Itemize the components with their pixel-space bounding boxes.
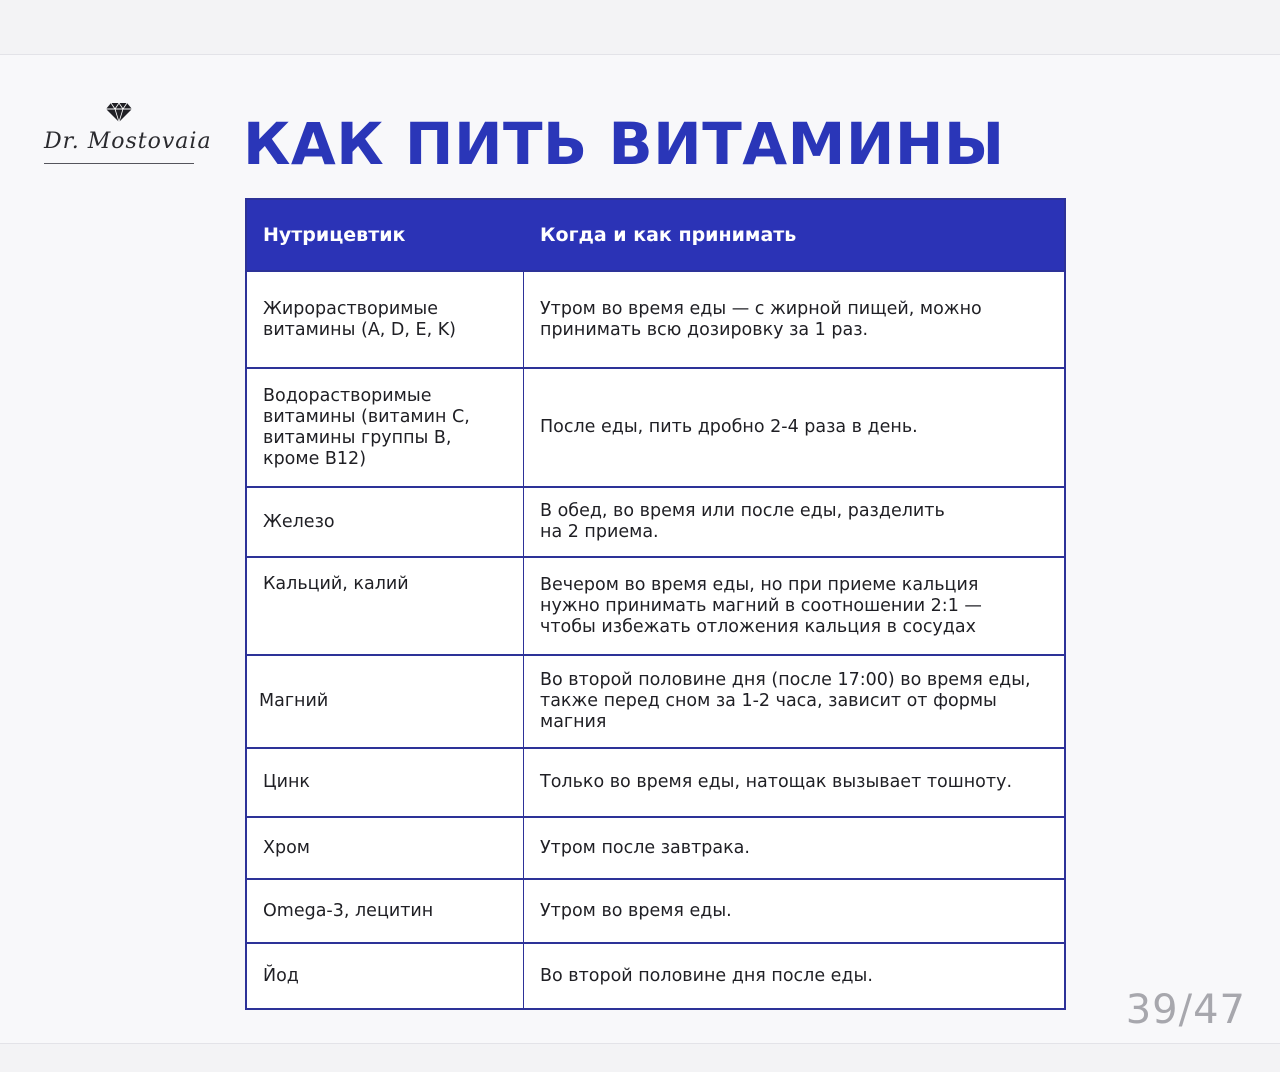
table-row xyxy=(247,556,1064,654)
how-to-take-cell: Утром во время еды — с жирной пищей, можно принимать всю дозировку за 1 раз. xyxy=(540,298,982,340)
header-how: Когда и как принимать xyxy=(540,223,797,246)
how-to-take-cell: Во второй половине дня после еды. xyxy=(540,965,873,986)
page-counter: 39/47 xyxy=(1125,987,1246,1033)
table-row xyxy=(247,270,1064,367)
how-to-take-cell: Утром во время еды. xyxy=(540,900,732,921)
nutrient-cell: Йод xyxy=(247,944,524,1008)
table-header-row xyxy=(247,200,1064,270)
nutrient-cell: Хром xyxy=(247,818,524,878)
how-to-take-cell: Вечером во время еды, но при приеме кальция нужно принимать магний в соотношении 2:1 — чтобы избежать отложения кальция в сосудах xyxy=(540,574,982,637)
nutrient-cell: Кальций, калий xyxy=(247,558,524,654)
table-row xyxy=(247,367,1064,486)
nutrient-cell: Водорастворимые витамины (витамин С, витамины группы В, кроме B12) xyxy=(247,369,524,486)
table-row xyxy=(247,747,1064,816)
table-row xyxy=(247,654,1064,747)
how-to-take-cell: Во второй половине дня (после 17:00) во время еды, также перед сном за 1-2 часа, зависит от формы магния xyxy=(540,670,1031,732)
page-title: КАК ПИТЬ ВИТАМИНЫ xyxy=(243,110,1005,178)
how-to-take-cell: После еды, пить дробно 2-4 раза в день. xyxy=(540,417,918,437)
how-to-take-cell: В обед, во время или после еды, разделить на 2 приема. xyxy=(540,501,945,542)
nutrient-cell: Цинк xyxy=(247,749,524,816)
vitamins-table xyxy=(245,198,1066,1010)
nutrient-cell: Omega-3, лецитин xyxy=(247,880,524,942)
slide xyxy=(0,54,1280,1044)
logo-text: Dr. Mostovaia xyxy=(44,129,212,154)
nutrient-cell: Жирорастворимые витамины (A, D, E, K) xyxy=(247,272,524,367)
diamond-icon xyxy=(105,101,133,123)
logo-underline xyxy=(44,163,194,164)
table-row xyxy=(247,942,1064,1008)
table-row xyxy=(247,816,1064,878)
logo xyxy=(42,101,212,167)
table-body xyxy=(247,270,1064,1008)
how-to-take-cell: Только во время еды, натощак вызывает тошноту. xyxy=(540,772,1013,792)
header-nutrient: Нутрицевтик xyxy=(263,223,406,246)
table-row xyxy=(247,486,1064,556)
nutrient-cell: Железо xyxy=(247,488,524,556)
table-row xyxy=(247,878,1064,942)
nutrient-cell: Магний xyxy=(247,656,524,747)
how-to-take-cell: Утром после завтрака. xyxy=(540,837,750,858)
